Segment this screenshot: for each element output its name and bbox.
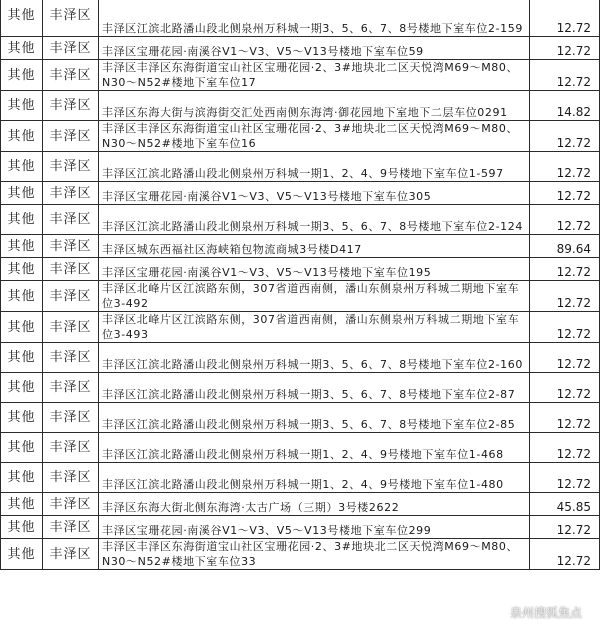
cell-area: 45.85 xyxy=(530,493,600,516)
cell-type: 其他 xyxy=(1,121,43,152)
cell-description: 丰泽区江滨北路潘山段北侧泉州万科城一期3、5、6、7、8号楼地下室车位2-87 xyxy=(99,373,530,403)
table-row xyxy=(1,91,600,121)
cell-district: 丰泽区 xyxy=(43,281,99,312)
cell-district: 丰泽区 xyxy=(43,152,99,182)
cell-area: 12.72 xyxy=(530,312,600,343)
cell-district: 丰泽区 xyxy=(43,60,99,91)
cell-type: 其他 xyxy=(1,433,43,463)
table-row xyxy=(1,60,600,91)
cell-district: 丰泽区 xyxy=(43,182,99,205)
cell-type: 其他 xyxy=(1,539,43,570)
cell-type: 其他 xyxy=(1,0,43,37)
cell-area: 12.72 xyxy=(530,343,600,373)
cell-type: 其他 xyxy=(1,182,43,205)
table-row xyxy=(1,258,600,281)
table-row xyxy=(1,121,600,152)
cell-description: 丰泽区江滨北路潘山段北侧泉州万科城一期3、5、6、7、8号楼地下室车位2-124 xyxy=(99,205,530,235)
cell-area: 12.72 xyxy=(530,182,600,205)
cell-district: 丰泽区 xyxy=(43,312,99,343)
cell-area: 12.72 xyxy=(530,516,600,539)
cell-district: 丰泽区 xyxy=(43,91,99,121)
cell-description: 丰泽区宝珊花园·南溪谷V1～V3、V5～V13号楼地下室车位299 xyxy=(99,516,530,539)
cell-description: 丰泽区宝珊花园·南溪谷V1～V3、V5～V13号楼地下室车位59 xyxy=(99,37,530,60)
site-watermark: 泉州搜狐焦点 xyxy=(509,606,582,620)
table-row xyxy=(1,152,600,182)
table-row xyxy=(1,539,600,570)
cell-area: 12.72 xyxy=(530,373,600,403)
cell-type: 其他 xyxy=(1,463,43,493)
cell-district: 丰泽区 xyxy=(43,205,99,235)
cell-district: 丰泽区 xyxy=(43,493,99,516)
table-row xyxy=(1,403,600,433)
cell-type: 其他 xyxy=(1,373,43,403)
table-row xyxy=(1,205,600,235)
table-row xyxy=(1,493,600,516)
cell-type: 其他 xyxy=(1,235,43,258)
cell-type: 其他 xyxy=(1,91,43,121)
cell-description: 丰泽区丰泽区东海街道宝山社区宝珊花园·2、3#地块北二区天悦湾M69～M80、N30～N52#楼地下室车位16 xyxy=(99,121,530,152)
cell-description: 丰泽区东海大街与滨海街交汇处西南侧东海湾·御花园地下室地下二层车位0291 xyxy=(99,91,530,121)
cell-description: 丰泽区东海大街北侧东海湾·太古广场（三期）3号楼2622 xyxy=(99,493,530,516)
table-row xyxy=(1,516,600,539)
cell-description: 丰泽区宝珊花园·南溪谷V1～V3、V5～V13号楼地下室车位195 xyxy=(99,258,530,281)
cell-area: 12.72 xyxy=(530,121,600,152)
cell-description: 丰泽区江滨北路潘山段北侧泉州万科城一期3、5、6、7、8号楼地下室车位2-85 xyxy=(99,403,530,433)
cell-area: 12.72 xyxy=(530,281,600,312)
cell-type: 其他 xyxy=(1,516,43,539)
cell-description: 丰泽区江滨北路潘山段北侧泉州万科城一期1、2、4、9号楼地下室车位1-480 xyxy=(99,463,530,493)
table-row xyxy=(1,235,600,258)
cell-description: 丰泽区宝珊花园·南溪谷V1～V3、V5～V13号楼地下室车位305 xyxy=(99,182,530,205)
table-row xyxy=(1,37,600,60)
cell-district: 丰泽区 xyxy=(43,403,99,433)
cell-area: 12.72 xyxy=(530,463,600,493)
cell-type: 其他 xyxy=(1,152,43,182)
cell-description: 丰泽区北峰片区江滨路东侧，307省道西南侧，潘山东侧泉州万科城二期地下室车位3-493 xyxy=(99,312,530,343)
table-row xyxy=(1,373,600,403)
cell-district: 丰泽区 xyxy=(43,37,99,60)
table-row xyxy=(1,433,600,463)
cell-area: 12.72 xyxy=(530,403,600,433)
cell-description: 丰泽区江滨北路潘山段北侧泉州万科城一期1、2、4、9号楼地下室车位1-468 xyxy=(99,433,530,463)
cell-area: 14.82 xyxy=(530,91,600,121)
cell-district: 丰泽区 xyxy=(43,516,99,539)
cell-district: 丰泽区 xyxy=(43,0,99,37)
cell-type: 其他 xyxy=(1,281,43,312)
table-row xyxy=(1,281,600,312)
cell-district: 丰泽区 xyxy=(43,258,99,281)
cell-description: 丰泽区江滨北路潘山段北侧泉州万科城一期3、5、6、7、8号楼地下室车位2-160 xyxy=(99,343,530,373)
cell-area: 12.72 xyxy=(530,152,600,182)
cell-area: 12.72 xyxy=(530,205,600,235)
cell-type: 其他 xyxy=(1,403,43,433)
cell-area: 12.72 xyxy=(530,258,600,281)
cell-description: 丰泽区丰泽区东海街道宝山社区宝珊花园·2、3#地块北二区天悦湾M69～M80、N30～N52#楼地下室车位17 xyxy=(99,60,530,91)
cell-type: 其他 xyxy=(1,312,43,343)
cell-area: 12.72 xyxy=(530,433,600,463)
cell-type: 其他 xyxy=(1,493,43,516)
cell-area: 12.72 xyxy=(530,539,600,570)
table-row xyxy=(1,463,600,493)
table-row xyxy=(1,312,600,343)
cell-description: 丰泽区北峰片区江滨路东侧，307省道西南侧，潘山东侧泉州万科城二期地下室车位3-492 xyxy=(99,281,530,312)
cell-description: 丰泽区丰泽区东海街道宝山社区宝珊花园·2、3#地块北二区天悦湾M69～M80、N30～N52#楼地下室车位33 xyxy=(99,539,530,570)
cell-district: 丰泽区 xyxy=(43,463,99,493)
cell-type: 其他 xyxy=(1,205,43,235)
cell-district: 丰泽区 xyxy=(43,433,99,463)
table-row xyxy=(1,0,600,37)
cell-type: 其他 xyxy=(1,343,43,373)
cell-description: 丰泽区江滨北路潘山段北侧泉州万科城一期1、2、4、9号楼地下室车位1-597 xyxy=(99,152,530,182)
table-row xyxy=(1,182,600,205)
table-row xyxy=(1,343,600,373)
cell-district: 丰泽区 xyxy=(43,373,99,403)
cell-description: 丰泽区城东西福社区海峡箱包物流商城3号楼D417 xyxy=(99,235,530,258)
cell-area: 12.72 xyxy=(530,37,600,60)
cell-area: 12.72 xyxy=(530,0,600,37)
cell-description: 丰泽区江滨北路潘山段北侧泉州万科城一期3、5、6、7、8号楼地下室车位2-159 xyxy=(99,0,530,37)
cell-area: 12.72 xyxy=(530,60,600,91)
cell-district: 丰泽区 xyxy=(43,121,99,152)
cell-district: 丰泽区 xyxy=(43,235,99,258)
cell-district: 丰泽区 xyxy=(43,343,99,373)
cell-type: 其他 xyxy=(1,37,43,60)
cell-type: 其他 xyxy=(1,60,43,91)
cell-area: 89.64 xyxy=(530,235,600,258)
cell-type: 其他 xyxy=(1,258,43,281)
cell-district: 丰泽区 xyxy=(43,539,99,570)
